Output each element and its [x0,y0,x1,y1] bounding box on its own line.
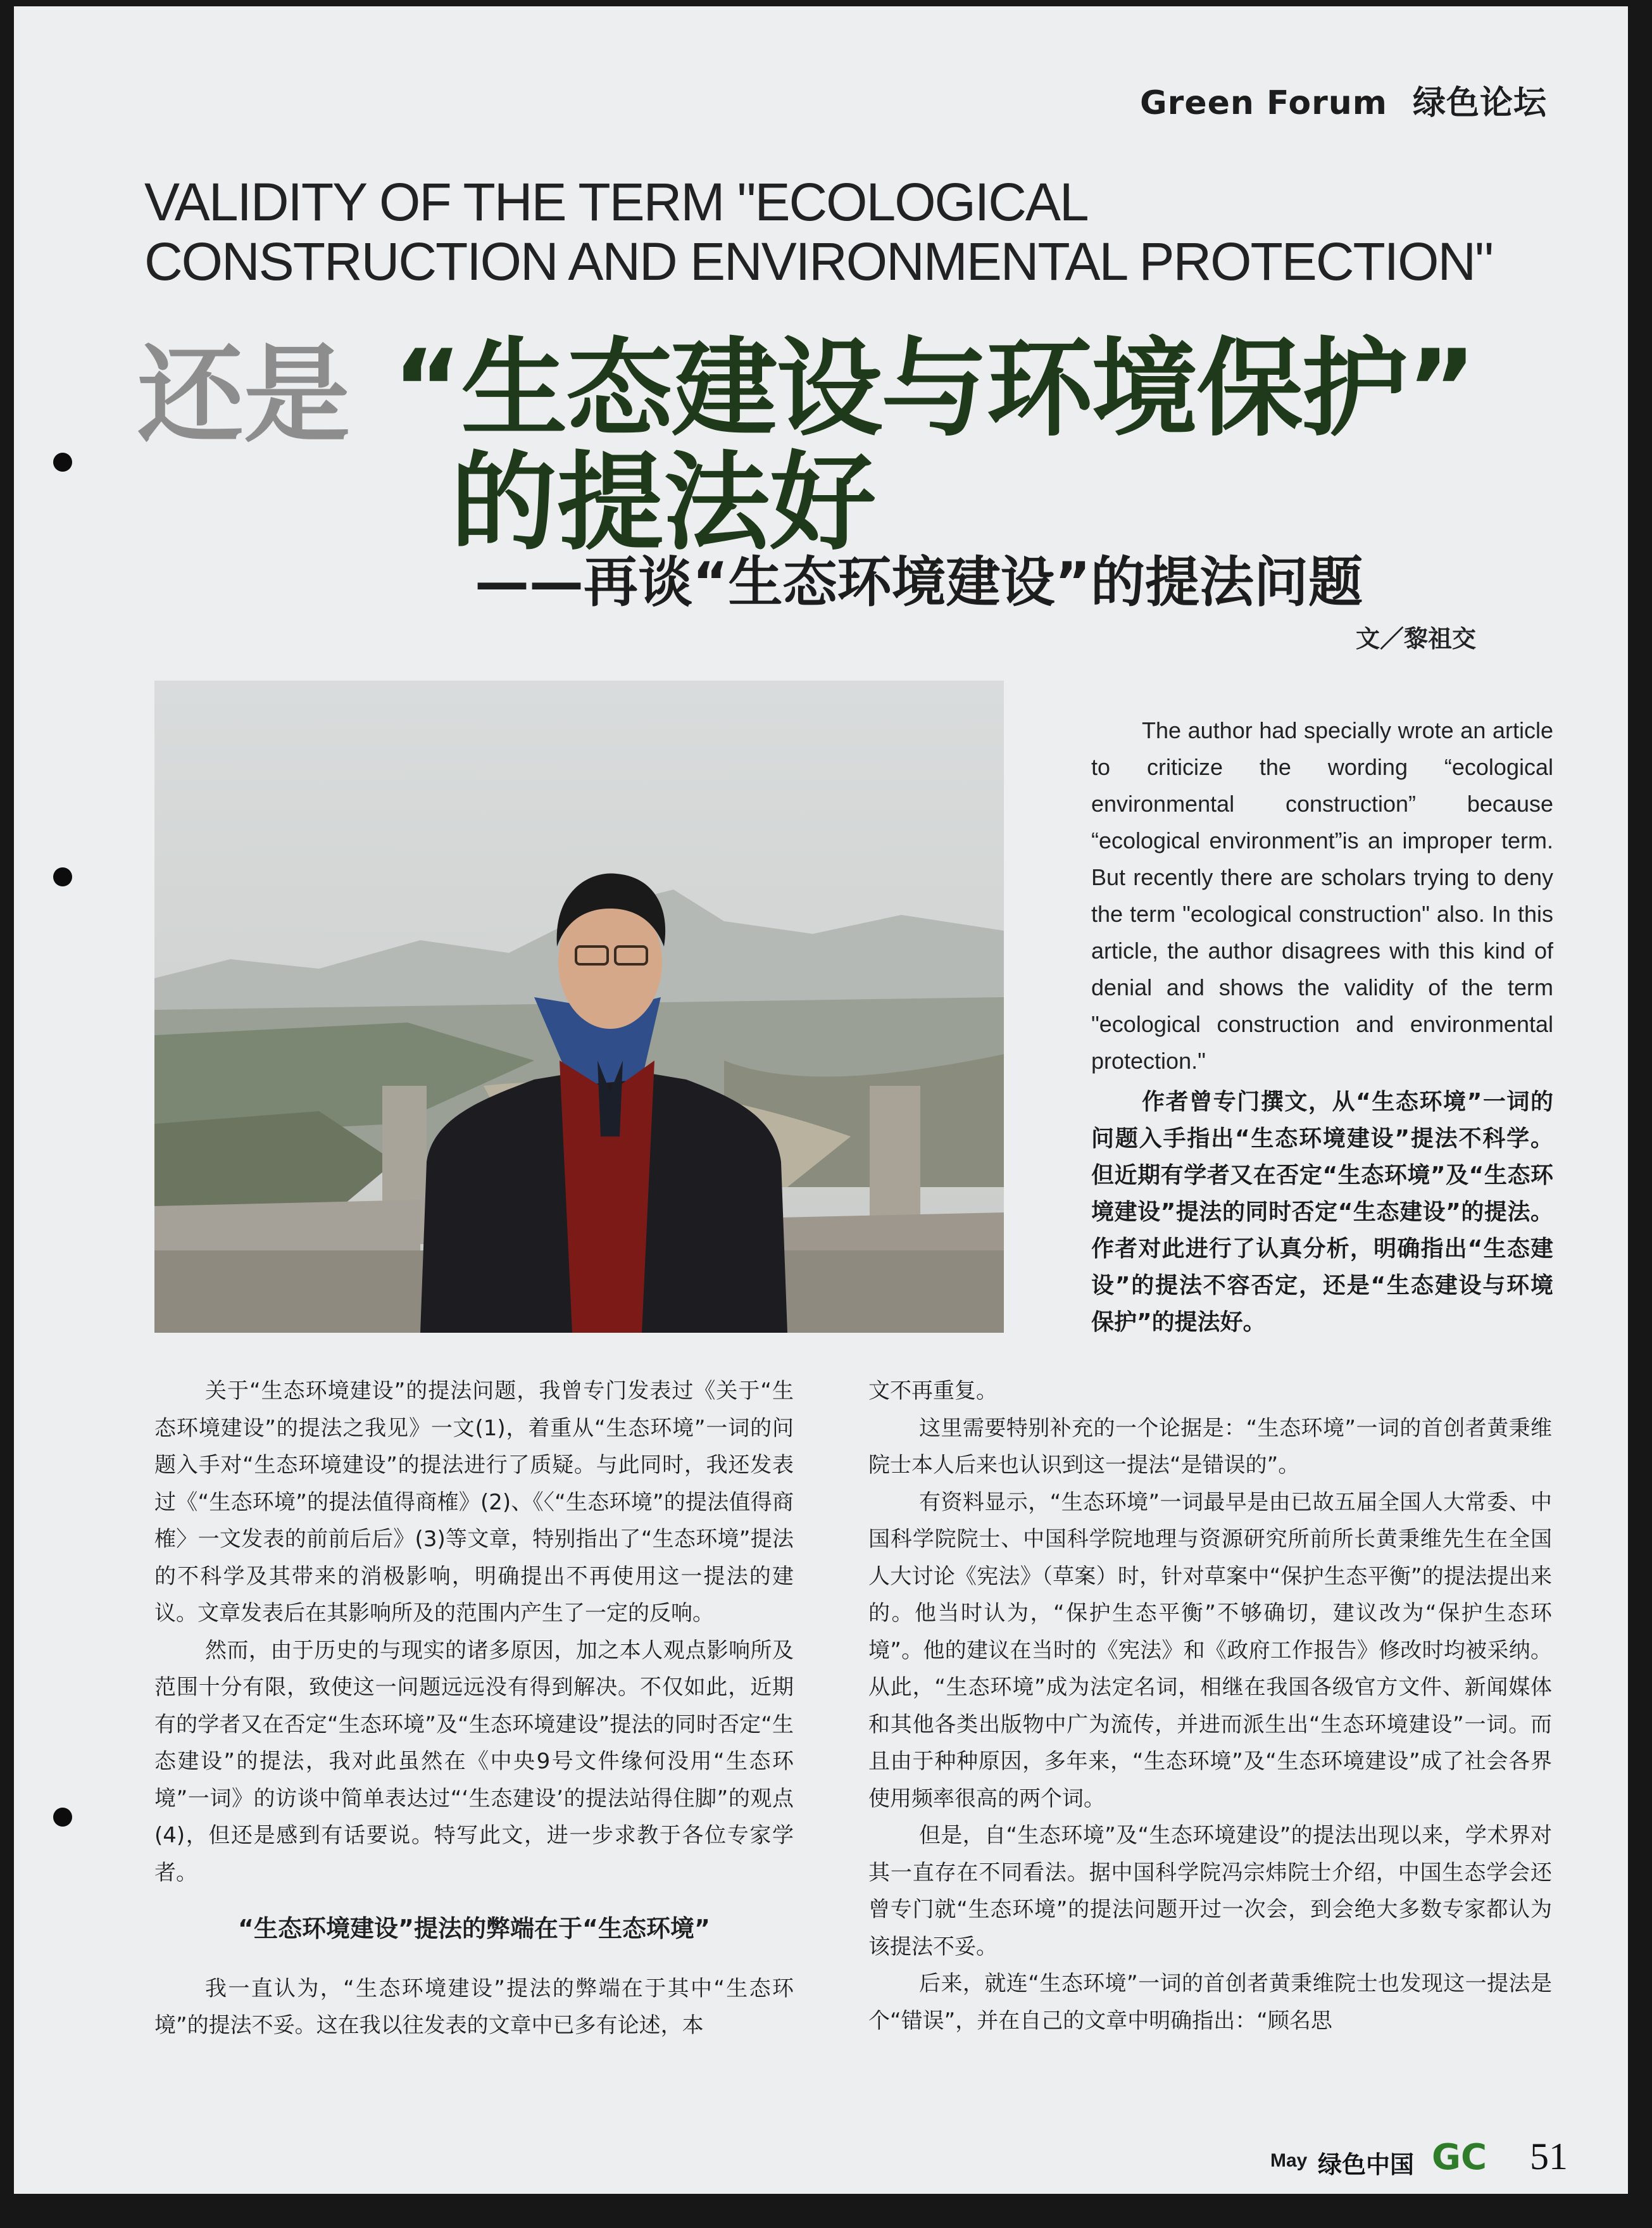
body-paragraph: 然而，由于历史的与现实的诸多原因，加之本人观点影响所及范围十分有限，致使这一问题远远没有得到解决。不仅如此，近期有的学者又在否定“生态环境”及“生态环境建设”提法的同时否定“生态建设”的提法，我对此虽然在《中央9号文件缘何没用“生态环境”一词》的访谈中简单表达过“‘生态建设’的提法站得住脚”的观点(4)，但还是感到有话要说。特写此文，进一步求教于各位专家学者。 [154,1637,794,1885]
body-paragraph: 有资料显示，“生态环境”一词最早是由已故五届全国人大常委、中国科学院院士、中国科学院地理与资源研究所前所长黄秉维先生在全国人大讨论《宪法》（草案）时，针对草案中“保护生态平衡”的提法提出来的。他当时认为，“保护生态平衡”不够确切，建议改为“保护生态环境”。他的建议在当时的《宪法》和《政府工作报告》修改时均被采纳。从此，“生态环境”成为法定名词，相继在我国各级官方文件、新闻媒体和其他各类出版物中广为流传，并进而派生出“生态环境建设”一词。而且由于种种原因，多年来，“生态环境”及“生态环境建设”成了社会各界使用频率很高的两个词。 [868,1489,1552,1811]
english-title-line: CONSTRUCTION AND ENVIRONMENTAL PROTECTION" [144,232,1492,291]
section-tag [1140,76,1547,123]
chinese-title-line2: 的提法好 [451,441,876,565]
binder-hole [53,453,72,472]
body-paragraph: 这里需要特别补充的一个论据是：“生态环境”一词的首创者黄秉维院士本人后来也认识到这一提法“是错误的”。 [868,1415,1552,1478]
binder-hole [53,1808,72,1827]
page-number: 51 [1530,2136,1568,2177]
magazine-logo-icon [1432,2139,1510,2173]
body-paragraph: 关于“生态环境建设”的提法问题，我曾专门发表过《关于“生态环境建设”的提法之我见》一文(1)，着重从“生态环境”一词的问题入手对“生态环境建设”的提法进行了质疑。与此同时，我还发表过《“生态环境”的提法值得商榷》(2)、《〈“生态环境”的提法值得商榷〉一文发表的前前后后》(3)等文章，特别指出了“生态环境”提法的不科学及其带来的消极影响，明确提出不再使用这一提法的建议。文章发表后在其影响所及的范围内产生了一定的反响。 [154,1378,794,1626]
author-photo [154,681,1004,1333]
footer-month: May [1270,2150,1308,2171]
section-label-en: Green Forum [1140,84,1387,122]
footer-magazine-name: 绿色中国 [1318,2151,1415,2179]
author-byline: 文／黎祖交 [1355,625,1476,653]
english-title [144,172,1575,291]
subtitle: ——再谈“生态环境建设”的提法问题 [475,551,1363,614]
english-title-line: VALIDITY OF THE TERM "ECOLOGICAL [144,172,1088,232]
body-paragraph: 我一直认为，“生态环境建设”提法的弊端在于其中“生态环境”的提法不妥。这在我以往发表的文章中已多有论述，本 [154,1975,794,2038]
body-paragraph-continued: 文不再重复。 [868,1378,998,1404]
title-gray-prefix: 还是 [137,332,350,457]
section-heading: “生态环境建设”提法的弊端在于“生态环境” [238,1915,710,1942]
article-column-left [154,1373,794,2044]
section-label-cn: 绿色论坛 [1412,84,1547,122]
magazine-page [14,6,1628,2194]
binder-hole [53,867,72,886]
author-photo-illustration [154,681,1004,1333]
body-paragraph: 后来，就连“生态环境”一词的首创者黄秉维院士也发现这一提法是个“错误”，并在自己的文章中明确指出：“顾名思 [868,1971,1552,2034]
body-paragraph: 但是，自“生态环境”及“生态环境建设”的提法出现以来，学术界对其一直存在不同看法。据中国科学院冯宗炜院士介绍，中国生态学会还曾专门就“生态环境”的提法问题开过一次会，到会绝大多数专家都认为该提法不妥。 [868,1823,1552,1960]
chinese-title-line1: “生态建设与环境保护” [392,327,1475,451]
article-column-right [868,1373,1552,2039]
logo-text: GC [1432,2139,1487,2173]
abstract-chinese: 作者曾专门撰文，从“生态环境”一词的问题入手指出“生态环境建设”提法不科学。但近期有学者又在否定“生态环境”及“生态环境建设”提法的同时否定“生态建设”的提法。作者对此进行了认真分析，明确指出“生态建设”的提法不容否定，还是“生态建设与环境保护”的提法好。 [1091,1089,1553,1335]
abstract-english: The author had specially wrote an article to criticize the wording “ecological environmental construction” because “ecological environment”is an improper term. But recently there are scholars trying to deny the term "ecological construction" also. In this article, the author disagrees with this kind of denial and shows the validity of the term "ecological construction and environmental protection." [1091,717,1553,1074]
